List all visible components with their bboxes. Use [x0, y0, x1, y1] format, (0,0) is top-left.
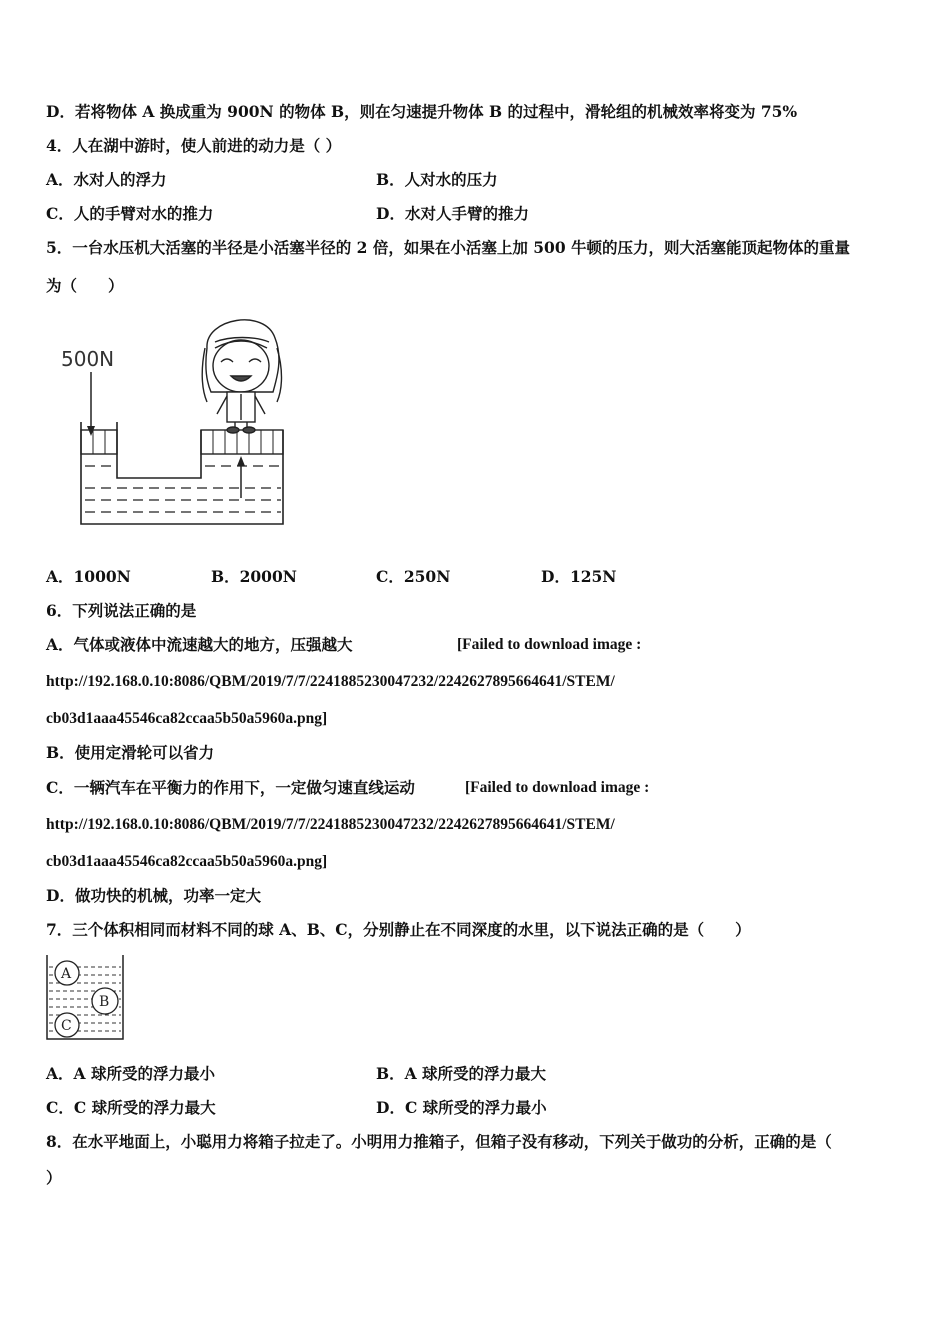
q7-stem: 7．三个体积相同而材料不同的球 A、B、C，分别静止在不同深度的水里，以下说法正确的是（ ）	[46, 920, 751, 939]
q5-option-d: D．125N	[541, 567, 617, 586]
q7-option-d: D．C 球所受的浮力最小	[376, 1098, 547, 1117]
q6-a-failed-image: [Failed to download image :	[457, 636, 642, 653]
q3-option-d: D．若将物体 A 换成重为 900N 的物体 B，则在匀速提升物体 B 的过程中，滑轮组的机械效率将变为 75%	[46, 102, 798, 121]
force-label: 500N	[61, 347, 115, 371]
q4-stem: 4．人在湖中游时，使人前进的动力是（ ）	[46, 136, 342, 155]
balls-in-water-figure	[45, 953, 127, 1043]
q6-stem: 6．下列说法正确的是	[46, 601, 197, 620]
q6-option-c: C．一辆汽车在平衡力的作用下，一定做匀速直线运动	[46, 778, 415, 797]
q5-option-a: A．1000N	[46, 567, 131, 586]
q4-option-d: D．水对人手臂的推力	[376, 204, 529, 223]
q4-option-a: A．水对人的浮力	[46, 170, 167, 189]
q5-option-b: B．2000N	[211, 567, 297, 586]
q6-a-url-line2: cb03d1aaa45546ca82ccaa5b50a5960a.png]	[46, 710, 328, 727]
q8-stem-line2: ）	[46, 1168, 62, 1187]
q6-option-b: B．使用定滑轮可以省力	[46, 743, 215, 762]
q6-c-url-line1: http://192.168.0.10:8086/QBM/2019/7/7/2241885230047232/2242627895664641/STEM/	[46, 816, 615, 833]
q6-c-failed-image: [Failed to download image :	[465, 779, 650, 796]
q4-option-b: B．人对水的压力	[376, 170, 498, 189]
q6-option-a: A．气体或液体中流速越大的地方，压强越大	[46, 635, 353, 654]
q5-stem-line1: 5．一台水压机大活塞的半径是小活塞半径的 2 倍，如果在小活塞上加 500 牛顿的压力，则大活塞能顶起物体的重量	[46, 238, 851, 257]
q7-option-a: A．A 球所受的浮力最小	[46, 1064, 215, 1083]
q6-option-d: D．做功快的机械，功率一定大	[46, 886, 261, 905]
q5-option-c: C．250N	[376, 567, 451, 586]
q7-option-b: B．A 球所受的浮力最大	[376, 1064, 547, 1083]
q5-stem-line2: 为（ ）	[46, 276, 124, 295]
girl-illustration	[202, 320, 281, 433]
ball-b-label: B	[99, 994, 110, 1010]
hydraulic-press-figure	[55, 308, 305, 533]
ball-c-label: C	[61, 1018, 72, 1034]
q6-c-url-line2: cb03d1aaa45546ca82ccaa5b50a5960a.png]	[46, 853, 328, 870]
q7-option-c: C．C 球所受的浮力最大	[46, 1098, 216, 1117]
q6-a-url-line1: http://192.168.0.10:8086/QBM/2019/7/7/2241885230047232/2242627895664641/STEM/	[46, 673, 615, 690]
ball-a-label: A	[61, 966, 72, 982]
q8-stem-line1: 8．在水平地面上，小聪用力将箱子拉走了。小明用力推箱子，但箱子没有移动，下列关于做功的分析，正确的是（	[46, 1132, 832, 1151]
q4-option-c: C．人的手臂对水的推力	[46, 204, 214, 223]
